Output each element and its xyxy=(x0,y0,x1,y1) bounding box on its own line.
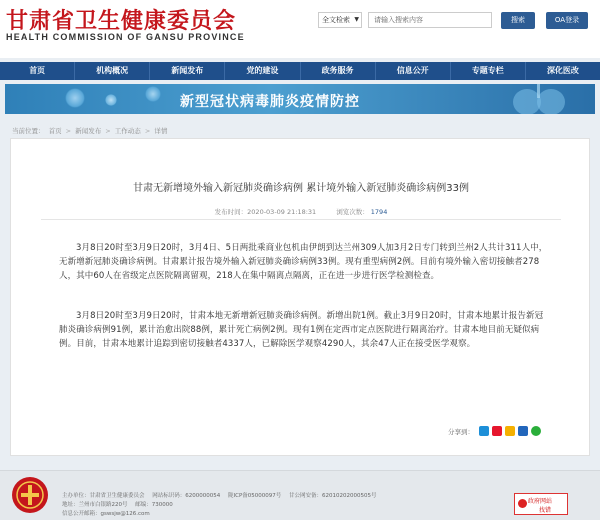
nav-item-about[interactable]: 机构概况 xyxy=(75,62,150,80)
search-scope-value: 全文检索 xyxy=(322,16,350,24)
oa-login-button[interactable]: OA登录 xyxy=(546,12,588,29)
qzone-icon[interactable] xyxy=(505,426,515,436)
renren-icon[interactable] xyxy=(518,426,528,436)
banner-title: 新型冠状病毒肺炎疫情防控 xyxy=(180,94,360,110)
nav-item-reform[interactable]: 深化医改 xyxy=(546,66,579,75)
site-title[interactable]: 甘肃省卫生健康委员会 xyxy=(6,8,237,34)
virus-decoration-icon xyxy=(65,88,85,108)
covid-banner[interactable] xyxy=(5,84,595,114)
virus-decoration-icon xyxy=(105,94,117,106)
breadcrumb-work[interactable]: 工作动态 xyxy=(114,127,141,135)
article-paragraph: 3月8日20时至3月9日20时，甘肃本地无新增新冠肺炎确诊病例。新增出院1例。截止3月9日20时，甘肃本地累计报告新冠肺炎确诊病例91例，累计治愈出院88例，累计死亡病例2例。现有1例在定西市定点医院进行隔离治疗。甘肃本地目前无疑似病例。目前，甘肃本地累计追踪到密切接触者4337人，已解除医学观察4290人，其余47人正在接受医学观察。 xyxy=(59,311,544,349)
article-date: 发布时间：2020-03-09 21:18:31 xyxy=(214,208,317,216)
nav-item-services[interactable]: 政务服务 xyxy=(301,62,376,80)
virus-decoration-icon xyxy=(145,86,161,102)
article-paragraph: 3月8日20时至3月9日20时，3月4日、5日两批乘商业包机由伊朗到达兰州309人加3月2日专门转到兰州2人共计311人中，无新增新冠肺炎确诊病例。甘肃累计报告境外输入新冠肺炎确诊病例33例。现有重型病例2例。目前有境外输入密切接触者278人，其中60人在省级定点医院隔离留观，218人在集中隔离点隔离，正在进一步进行医学检测检查。 xyxy=(59,243,548,281)
article-panel xyxy=(10,138,590,456)
nav-item-disclosure[interactable]: 信息公开 xyxy=(376,62,451,80)
nav-item-topics[interactable]: 专题专栏 xyxy=(451,62,526,80)
breadcrumb-separator-icon: > xyxy=(65,127,72,135)
breadcrumb-home[interactable]: 首页 xyxy=(48,127,62,135)
nav-item-news[interactable]: 新闻发布 xyxy=(150,62,225,80)
views-label: 浏览次数： xyxy=(336,208,369,216)
breadcrumb-news[interactable]: 新闻发布 xyxy=(75,127,102,135)
footer-icp[interactable]: 陇ICP备05000097号 xyxy=(228,493,282,499)
search-button[interactable]: 搜索 xyxy=(501,12,535,29)
footer-police[interactable]: 甘公网安备：62010202000505号 xyxy=(289,493,377,499)
article-meta xyxy=(11,207,591,216)
breadcrumb-separator-icon: > xyxy=(105,127,111,135)
article-title: 甘肃无新增境外输入新冠肺炎确诊病例 累计境外输入新冠肺炎确诊病例33例 xyxy=(133,183,469,194)
nav-item-home[interactable]: 首页 xyxy=(0,62,75,80)
search-input[interactable]: 请输入搜索内容 xyxy=(368,12,492,28)
site-subtitle: HEALTH COMMISSION OF GANSU PROVINCE xyxy=(6,32,245,42)
footer-sponsor: 主办单位：甘肃省卫生健康委员会 xyxy=(62,493,145,499)
footer-address: 地址：兰州市白银路220号 xyxy=(62,502,128,508)
site-header xyxy=(0,0,600,58)
divider xyxy=(41,219,561,220)
breadcrumb-detail: 详情 xyxy=(154,127,168,135)
chevron-down-icon: ▼ xyxy=(354,16,359,23)
footer-email: 信息公开邮箱：gswsjw@126.com xyxy=(62,511,150,517)
lungs-icon xyxy=(489,84,585,114)
views-count: 1794 xyxy=(370,208,388,216)
gov-badge-line1: 政府网站 xyxy=(528,498,553,505)
breadcrumb-label: 当前位置： xyxy=(12,127,45,135)
footer-line xyxy=(62,500,179,508)
gov-emblem-icon xyxy=(518,499,527,508)
wechat-icon[interactable] xyxy=(531,426,541,436)
share-label: 分享到： xyxy=(448,427,474,436)
emblem-icon xyxy=(10,475,50,517)
footer-line xyxy=(62,491,383,499)
gov-site-error-badge[interactable] xyxy=(514,493,568,515)
gov-badge-line2: 找错 xyxy=(539,507,552,514)
share-bar xyxy=(448,426,541,436)
main-nav xyxy=(0,62,600,80)
footer-site-code: 网站标识码：6200000054 xyxy=(152,493,221,499)
search-scope-select[interactable] xyxy=(318,12,362,28)
qq-icon[interactable] xyxy=(479,426,489,436)
footer-line xyxy=(62,509,156,517)
nav-item-party[interactable]: 党的建设 xyxy=(225,62,300,80)
breadcrumb xyxy=(12,126,169,135)
weibo-icon[interactable] xyxy=(492,426,502,436)
breadcrumb-separator-icon: > xyxy=(144,127,151,135)
site-footer xyxy=(0,470,600,520)
footer-postcode: 邮编：730000 xyxy=(135,502,173,508)
